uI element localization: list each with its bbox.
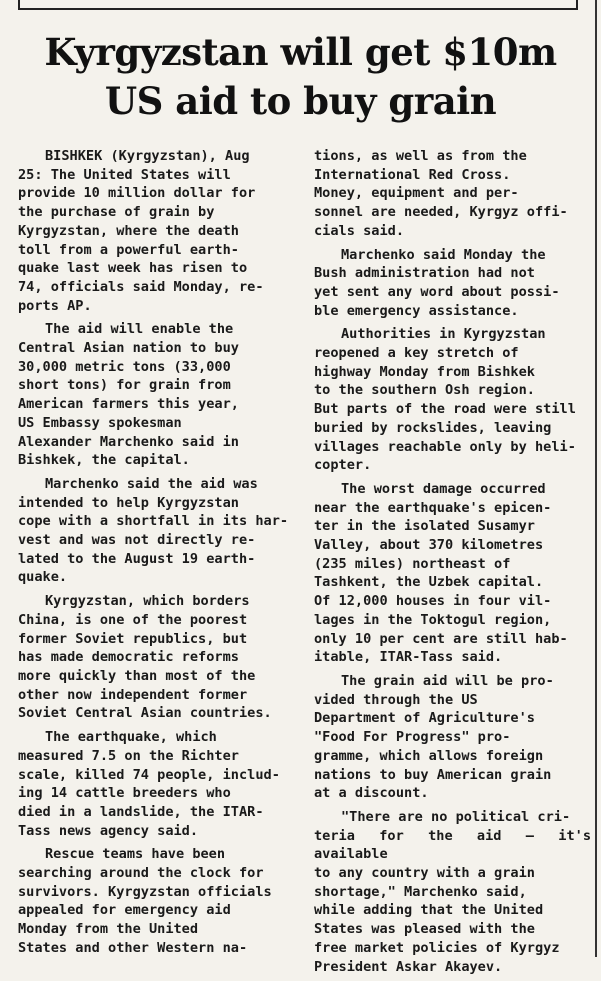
article-column-left [18, 147, 295, 963]
top-border-box [18, 0, 578, 10]
paragraph-highway: Authorities in Kyrgyzstan reopened a key stretch of highway Monday from Bishkek to the southern Osh region. But parts of the road were still buried by rockslides, leaving villages reachable only by heli- copter. [314, 326, 576, 474]
paragraph-worst-damage: The worst damage occurred near the earthquake's epicen- ter in the isolated Susamyr Valley, about 370 kilometres (235 miles) northeast of Tashkent, the Uzbek capital. Of 12,000 houses in four vil- lages in the Toktogul region, only 10 per cent are still hab- itable, ITAR-Tass said. [314, 480, 568, 666]
paragraph-grain-aid: The grain aid will be pro- vided through the US Department of Agriculture's "Food For Progress" pro- gramme, which allows foreign nations to buy American grain at a discount. [314, 672, 554, 802]
headline-line-2: US aid to buy grain [104, 79, 497, 123]
column-rule [595, 0, 597, 957]
headline [0, 28, 601, 126]
paragraph-dateline: BISHKEK (Kyrgyzstan), Aug 25: The United States will provide 10 million dollar for the purchase of grain by Kyrgyzstan, where the death toll from a powerful earth- quake last week has risen to 74, officials said Monday, re- ports AP. [18, 148, 264, 314]
paragraph-earthquake: The earthquake, which measured 7.5 on the Richter scale, killed 74 people, includ- ing 14 cattle breeders who died in a landslide, the ITAR- Tass news agency said. [18, 729, 280, 839]
paragraph-aid-purpose: The aid will enable the Central Asian nation to buy 30,000 metric tons (33,000 short tons) for grain from American farmers this year, US Embassy spokesman Alexander Marchenko said in Bishkek, the capital. [18, 321, 239, 469]
article-column-right [314, 147, 591, 981]
paragraph-kyrgyzstan-background: Kyrgyzstan, which borders China, is one of the poorest former Soviet republics, but has made democratic reforms more quickly than most of the other now independent former Soviet Central Asian countries. [18, 593, 272, 722]
paragraph-shortfall: Marchenko said the aid was intended to help Kyrgyzstan cope with a shortfall in its har- vest and was not directly re- lated to the August 19 earth- quake. [18, 475, 289, 586]
headline-line-1: Kyrgyzstan will get $10m [44, 30, 557, 74]
paragraph-continuation: tions, as well as from the International Red Cross. Money, equipment and per- sonnel are needed, Kyrgyz offi- cials said. [314, 148, 568, 239]
paragraph-quote: "There are no political cri- teria for the aid — it's available to any country with a grain shortage," Marchenko said, while adding that the United States was pleased with the free market policies of Kyrgyz President Askar Akayev. [314, 808, 591, 975]
paragraph-rescue-teams: Rescue teams have been searching around the clock for survivors. Kyrgyzstan officials appealed for emergency aid Monday from the United States and other Western na- [18, 846, 272, 956]
paragraph-bush-administration: Marchenko said Monday the Bush administration had not yet sent any word about possi- ble emergency assistance. [314, 246, 560, 319]
